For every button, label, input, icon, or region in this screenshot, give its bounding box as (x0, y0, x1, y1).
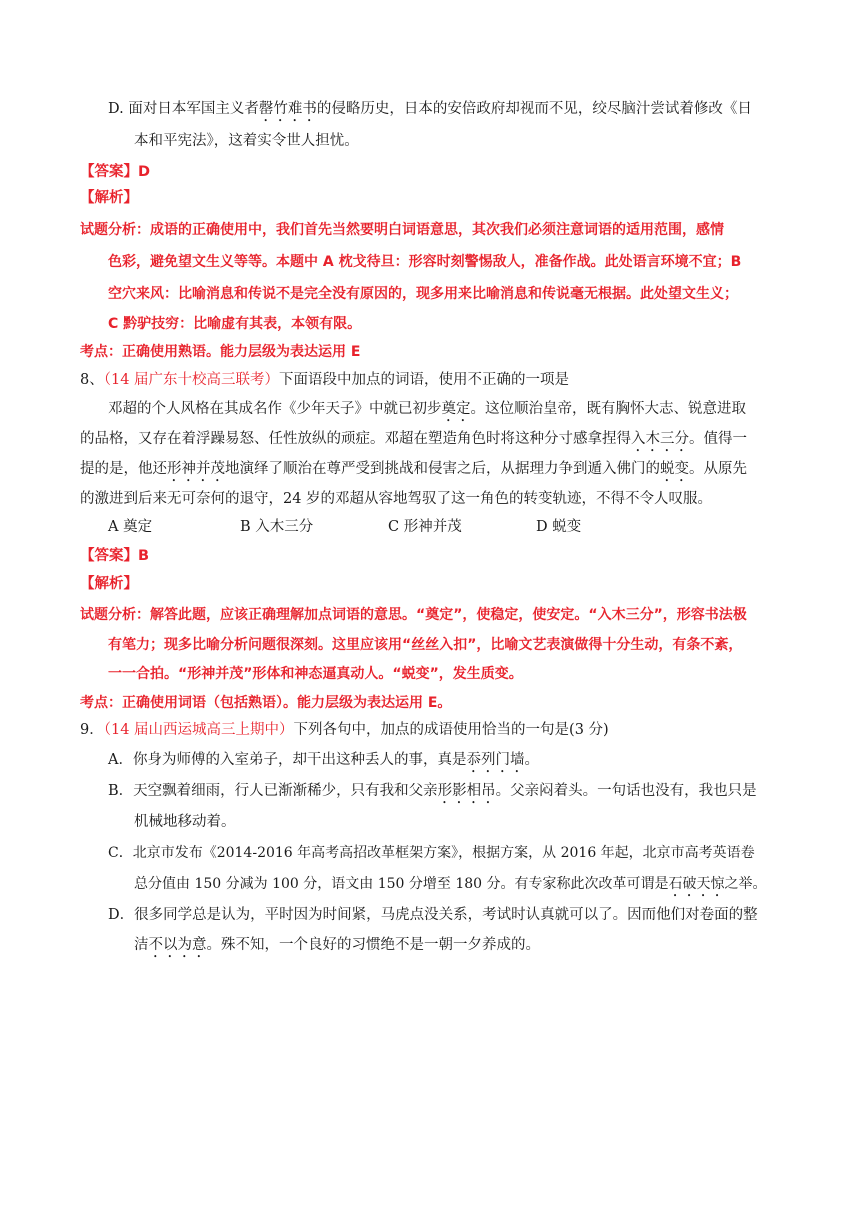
q7-kaodian: 考点：正确使用熟语。能力层级为表达运用 E (80, 344, 361, 360)
q8-paragraph-line4: 的激进到后来无可奈何的退守，24 岁的邓超从容地驾驭了这一角色的转变轨迹，不得不令人叹服。 (80, 491, 713, 507)
q8-option-c: C 形神并茂 (388, 519, 462, 535)
q9-option-c-dotted-word: 石破天惊 (668, 876, 725, 892)
q9-option-b-dotted-word: 形影相吊 (437, 783, 496, 799)
q7-analysis-line1: 试题分析：成语的正确使用中，我们首先当然要明白词语意思，其次我们必须注意词语的适用范围，感情 (80, 222, 724, 238)
q7-option-d-dotted-word: 罄竹难书 (258, 101, 317, 117)
q8-answer: 【答案】B (80, 548, 150, 564)
q8-stem: 8、（14 届广东十校高三联考）下面语段中加点的词语，使用不正确的一项是 (80, 372, 570, 388)
q8-dotted-word-c: 形神并茂 (167, 461, 225, 477)
q8-option-d: D 蜕变 (536, 519, 582, 535)
q9-option-b-line1: B．天空飘着细雨，行人已渐渐稀少，只有我和父亲形影相吊。父亲闷着头。一句话也没有，我也只是 (108, 783, 757, 799)
q8-number: 8、 (80, 372, 104, 388)
q8-paragraph-line1: 邓超的个人风格在其成名作《少年天子》中就已初步奠定。这位顺治皇帝，既有胸怀大志、锐意进取 (108, 401, 746, 417)
q7-analysis-line4: C 黔驴技穷：比喻虚有其表，本领有限。 (108, 316, 362, 332)
q9-option-a-dotted-word: 忝列门墙 (466, 752, 525, 768)
q8-kaodian: 考点：正确使用词语（包括熟语）。能力层级为表达运用 E。 (80, 695, 452, 711)
q8-analysis-line1: 试题分析：解答此题，应该正确理解加点词语的意思。“奠定”，使稳定，使安定。“入木三分”，形容书法极 (80, 607, 747, 623)
q8-option-b: B 入木三分 (240, 519, 314, 535)
q7-analysis-label: 【解析】 (80, 190, 138, 206)
q9-option-b-line2: 机械地移动着。 (134, 814, 236, 830)
q9-option-d-line2: 洁不以为意。殊不知，一个良好的习惯绝不是一朝一夕养成的。 (134, 937, 540, 953)
q9-option-c-line1: C．北京市发布《2014-2016 年高考高招改革框架方案》，根据方案，从 2016 年起，北京市高考英语卷 (108, 845, 755, 861)
q9-number: 9． (80, 722, 104, 738)
q7-option-d-line2: 本和平宪法》，这着实令世人担忧。 (134, 133, 359, 149)
q8-analysis-line2: 有笔力；现多比喻分析问题很深刻。这里应该用“丝丝入扣”，比喻文艺表演做得十分生动，有条不紊， (108, 637, 743, 653)
q8-analysis-label: 【解析】 (80, 576, 138, 592)
q7-analysis-line3: 空穴来风：比喻消息和传说不是完全没有原因的，现多用来比喻消息和传说毫无根据。此处望文生义； (108, 286, 738, 302)
q9-option-d-dotted-word: 不以为意 (148, 937, 207, 953)
q8-paragraph-line3: 提的是，他还形神并茂地演绎了顺治在尊严受到挑战和侵害之后，从据理力争到遁入佛门的蜕变。从原先 (80, 461, 747, 477)
q8-option-a: A 奠定 (108, 519, 153, 535)
q7-option-d-line1: D. 面对日本军国主义者罄竹难书的侵略历史，日本的安倍政府却视而不见，绞尽脑汁尝试着修改《日 (108, 101, 752, 117)
q8-analysis-line3: 一一合拍。“形神并茂”形体和神态逼真动人。“蜕变”，发生质变。 (108, 666, 523, 682)
q8-dotted-word-d: 蜕变 (660, 461, 689, 477)
q9-option-d-line1: D．很多同学总是认为，平时因为时间紧，马虎点没关系，考试时认真就可以了。因而他们对卷面的整 (108, 907, 758, 923)
q8-source: （14 届广东十校高三联考） (103, 372, 280, 388)
q7-answer: 【答案】D (80, 164, 151, 180)
q9-source: （14 届山西运城高三上期中） (103, 722, 294, 738)
q9-option-c-line2: 总分值由 150 分减为 100 分，语文由 150 分增至 180 分。有专家称此次改革可谓是石破天惊之举。 (134, 876, 767, 892)
q9-stem: 9．（14 届山西运城高三上期中）下列各句中，加点的成语使用恰当的一句是(3 分) (80, 722, 609, 738)
q9-option-a: A．你身为师傅的入室弟子，却干出这种丢人的事，真是忝列门墙。 (108, 752, 539, 768)
q8-dotted-word-a: 奠定 (441, 401, 471, 417)
q8-paragraph-line2: 的品格，又存在着浮躁易怒、任性放纵的顽症。邓超在塑造角色时将这种分寸感拿捏得入木三分。值得一 (80, 431, 747, 447)
q7-analysis-line2: 色彩，避免望文生义等等。本题中 A 枕戈待旦：形容时刻警惕敌人，准备作战。此处语言环境不宜；B (108, 254, 742, 270)
q8-dotted-word-b: 入木三分 (631, 431, 689, 447)
